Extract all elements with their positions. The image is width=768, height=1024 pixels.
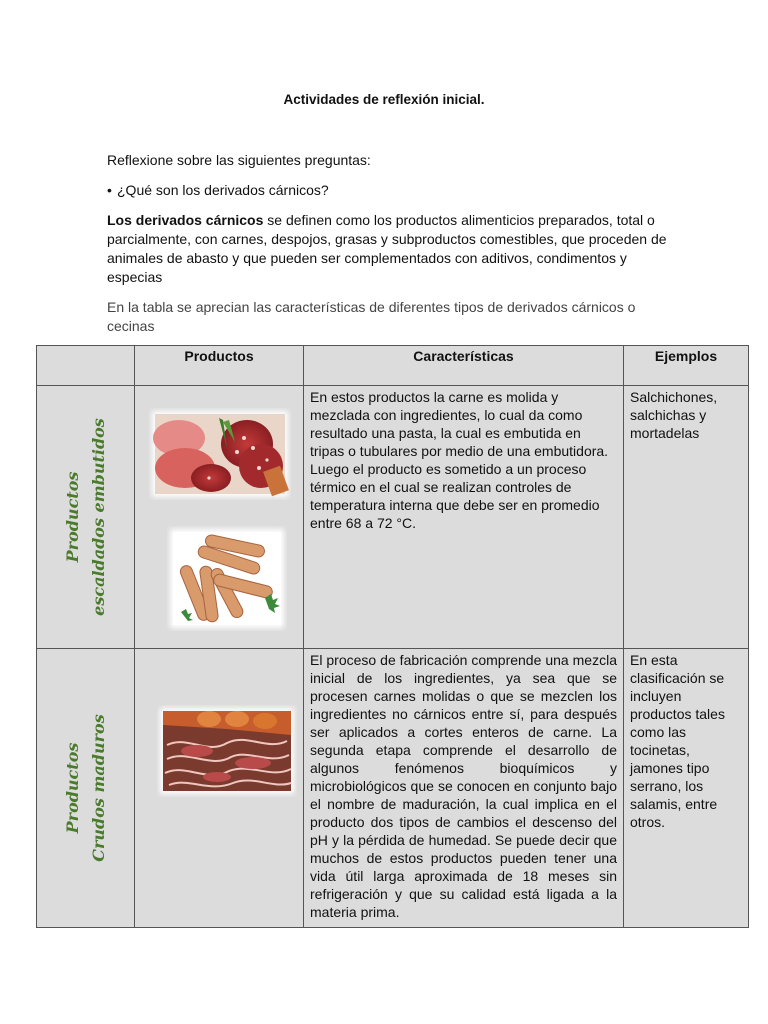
characteristics-cell: En estos productos la carne es molida y mezclada con ingredientes, lo cual da como resultado una pasta, la cual es embutida en tripas o tubulares por medio de una embutidora. Luego el producto es sometido a un proceso térmico en el cual se realizan controles de temperatura interna que debe ser en promedio entre 68 a 72 °C.: [304, 386, 624, 649]
sausages-image: [167, 526, 287, 631]
products-table: [36, 345, 749, 928]
row-label: Productos escaldados embutidos: [62, 418, 108, 616]
table-row: [37, 649, 749, 928]
product-images-cell: [135, 649, 304, 928]
definition-paragraph: [107, 211, 677, 287]
header-caracteristicas: Características: [304, 346, 624, 386]
table-row: [37, 386, 749, 649]
question-text: ¿Qué son los derivados cárnicos?: [117, 182, 329, 198]
question-bullet: [107, 181, 677, 200]
characteristics-cell: El proceso de fabricación comprende una mezcla inicial de los ingredientes, ya sea que se procesen carnes molidas o que se mezclen los ingredientes no cárnicos entre sí, para después ser aplicados a cortes enteros de carne. La segunda etapa comprende el desarrollo de algunos fenómenos bioquímicos y microbiológicos que se conocen en conjunto bajo el nombre de maduración, la cual implica en el producto dos tipos de cambios el descenso del pH y la pérdida de humedad. Se puede decir que muchos de estos productos pueden tener una vida útil larga aproximada de 18 meses sin refrigeración y que su calidad está ligada a la materia prima.: [304, 649, 624, 928]
cured-ham-image: [157, 705, 297, 797]
row-label-cell: [37, 649, 135, 928]
page-title: Actividades de reflexión inicial.: [283, 92, 485, 107]
header-ejemplos: Ejemplos: [624, 346, 749, 386]
header-productos: Productos: [135, 346, 304, 386]
header-empty: [37, 346, 135, 386]
definition-term: Los derivados cárnicos: [107, 212, 264, 228]
definition-text: se definen como los productos alimenticios preparados, total o parcialmente, con carnes, despojos, grasas y subproductos comestibles, que proceden de animales de abasto y que pueden ser complementados con aditivos, condimentos y especias: [107, 212, 667, 285]
row-label-cell: [37, 386, 135, 649]
sliced-salami-image: [149, 408, 291, 500]
table-header-row: [37, 346, 749, 386]
product-images-cell: [135, 386, 304, 649]
table-intro: En la tabla se aprecian las características de diferentes tipos de derivados cárnicos o cecinas: [107, 299, 636, 334]
examples-cell: En esta clasificación se incluyen productos tales como las tocinetas, jamones tipo serrano, los salamis, entre otros.: [624, 649, 749, 928]
intro-paragraph: Reflexione sobre las siguientes preguntas:: [107, 152, 371, 168]
examples-cell: Salchichones, salchichas y mortadelas: [624, 386, 749, 649]
row-label: Productos Crudos maduros: [62, 714, 108, 862]
bullet-icon: •: [107, 182, 112, 198]
